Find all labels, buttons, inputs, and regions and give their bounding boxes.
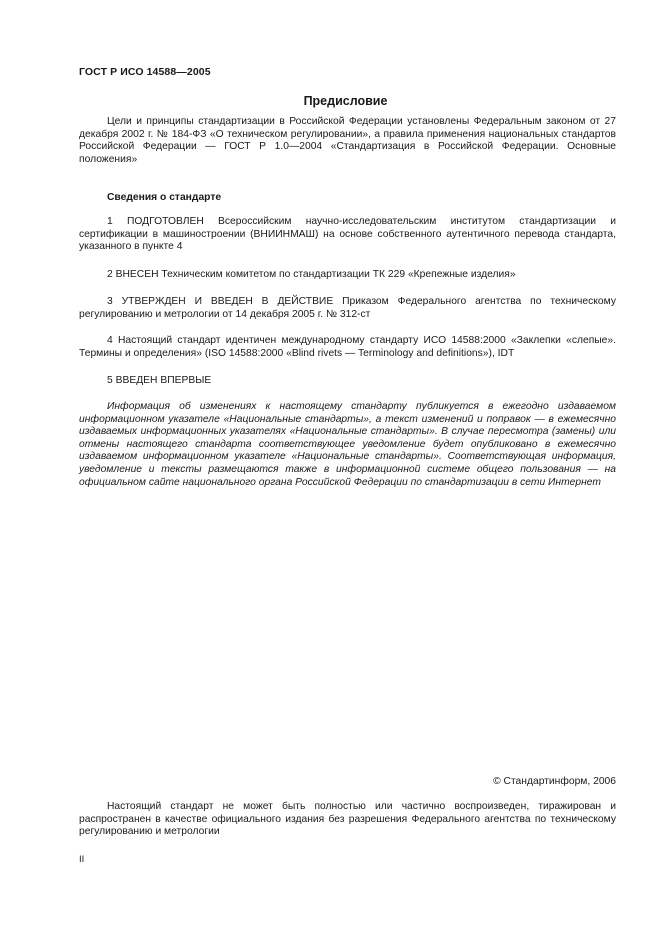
copyright-notice: © Стандартинформ, 2006 <box>493 776 616 787</box>
changes-info-notice: Информация об изменениях к настоящему стандарту публикуется в ежегодно издаваемом информационном указателе «Национальные стандарты», а текст изменений и поправок — в ежемесячно издаваемых информационных указателях «Национальные стандарты». В случае пересмотра (замены) или отмены настоящего стандарта соответствующее уведомление будет опубликовано в ежемесячно издаваемом информационном указателе «Национальные стандарты». Соответствующая информация, уведомление и тексты размещаются также в информационной системе общего пользования — на официальном сайте национального органа Российской Федерации по стандартизации в сети Интернет <box>79 401 616 488</box>
info-item-3: 3 УТВЕРЖДЕН И ВВЕДЕН В ДЕЙСТВИЕ Приказом Федерального агентства по техническому регулированию и метрологии от 14 декабря 2005 г. № 312-ст <box>79 296 616 320</box>
reproduction-notice: Настоящий стандарт не может быть полностью или частично воспроизведен, тиражирован и распространен в качестве официального издания без разрешения Федерального агентства по техническому регулированию и метрологии <box>79 801 616 838</box>
info-item-4: 4 Настоящий стандарт идентичен международному стандарту ИСО 14588:2000 «Заклепки «слепые». Термины и определения» (ISO 14588:2000 «Blind rivets — Terminology and definitions»), IDT <box>79 335 616 359</box>
page-number: II <box>79 854 85 865</box>
info-item-1: 1 ПОДГОТОВЛЕН Всероссийским научно-исследовательским институтом стандартизации и сертификации в машиностроении (ВНИИНМАШ) на основе собственного аутентичного перевода стандарта, указанного в пункте 4 <box>79 216 616 253</box>
page-header-standard-id: ГОСТ Р ИСО 14588—2005 <box>79 66 211 78</box>
section-heading: Сведения о стандарте <box>107 192 222 203</box>
info-item-5: 5 ВВЕДЕН ВПЕРВЫЕ <box>107 375 212 386</box>
info-item-2: 2 ВНЕСЕН Техническим комитетом по стандартизации ТК 229 «Крепежные изделия» <box>107 269 516 280</box>
page-title: Предисловие <box>303 94 388 108</box>
intro-paragraph: Цели и принципы стандартизации в Российской Федерации установлены Федеральным законом от 27 декабря 2002 г. № 184-ФЗ «О техническом регулировании», а правила применения национальных стандартов Российской Федерации — ГОСТ Р 1.0—2004 «Стандартизация в Российской Федерации. Основные положения» <box>79 116 616 165</box>
